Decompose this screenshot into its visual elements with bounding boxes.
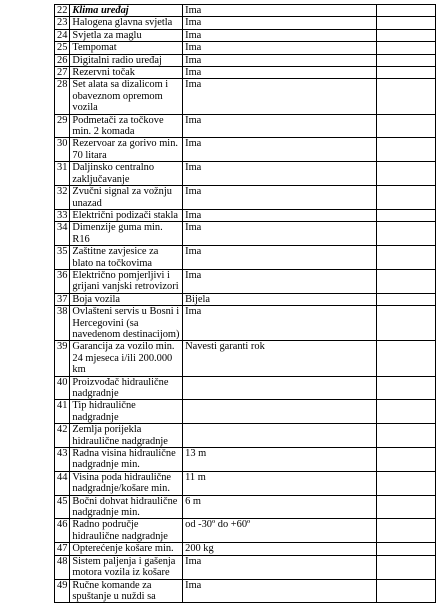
row-number: 40 — [55, 376, 70, 400]
empty-cell — [376, 495, 435, 519]
table-row — [55, 555, 436, 579]
item-description: Opterećenje košare min. — [70, 543, 183, 555]
item-description: Podmetači za točkove min. 2 komada — [70, 114, 183, 138]
empty-cell — [376, 222, 435, 246]
item-description: Tempomat — [70, 42, 183, 54]
item-value: Ima — [183, 17, 377, 29]
row-number: 36 — [55, 269, 70, 293]
row-number: 42 — [55, 424, 70, 448]
item-value — [183, 400, 377, 424]
item-description: Proizvođač hidraulične nadgradnje — [70, 376, 183, 400]
table-row — [55, 67, 436, 79]
item-description: Zaštitne zavjesice za blato na točkovima — [70, 246, 183, 270]
row-number: 29 — [55, 114, 70, 138]
item-value: Ima — [183, 186, 377, 210]
item-value: Ima — [183, 246, 377, 270]
empty-cell — [376, 114, 435, 138]
table-row — [55, 471, 436, 495]
item-value: Ima — [183, 54, 377, 66]
table-row — [55, 376, 436, 400]
item-value: 13 m — [183, 448, 377, 472]
table-row — [55, 400, 436, 424]
table-row — [55, 306, 436, 341]
row-number: 37 — [55, 293, 70, 305]
item-value: Ima — [183, 162, 377, 186]
row-number: 48 — [55, 555, 70, 579]
table-row — [55, 5, 436, 17]
item-value: Ima — [183, 67, 377, 79]
table-row — [55, 162, 436, 186]
row-number: 45 — [55, 495, 70, 519]
empty-cell — [376, 448, 435, 472]
row-number: 27 — [55, 67, 70, 79]
item-value: Ima — [183, 114, 377, 138]
row-number: 41 — [55, 400, 70, 424]
item-description: Rezervni točak — [70, 67, 183, 79]
item-description: Ručne komande za spuštanje u nuždi sa — [70, 579, 183, 603]
item-value: Ima — [183, 138, 377, 162]
empty-cell — [376, 246, 435, 270]
row-number: 38 — [55, 306, 70, 341]
empty-cell — [376, 42, 435, 54]
item-description: Sistem paljenja i gašenja motora vozila iz košare — [70, 555, 183, 579]
empty-cell — [376, 162, 435, 186]
empty-cell — [376, 269, 435, 293]
item-description: Tip hidraulične nadgradnje — [70, 400, 183, 424]
table-row — [55, 293, 436, 305]
empty-cell — [376, 306, 435, 341]
item-description: Digitalni radio uređaj — [70, 54, 183, 66]
item-value: od -30º do +60º — [183, 519, 377, 543]
empty-cell — [376, 209, 435, 221]
table-row — [55, 42, 436, 54]
item-description: Radna visina hidraulične nadgradnje min. — [70, 448, 183, 472]
item-description: Set alata sa dizalicom i obaveznom opremom vozila — [70, 79, 183, 114]
table-row — [55, 79, 436, 114]
row-number: 49 — [55, 579, 70, 603]
table-row — [55, 222, 436, 246]
item-value: Ima — [183, 42, 377, 54]
item-description: Visina poda hidraulične nadgradnje/košare min. — [70, 471, 183, 495]
row-number: 31 — [55, 162, 70, 186]
table-row — [55, 543, 436, 555]
table-row — [55, 341, 436, 376]
empty-cell — [376, 471, 435, 495]
specification-table-body — [55, 5, 436, 603]
table-row — [55, 519, 436, 543]
table-row — [55, 114, 436, 138]
row-number: 34 — [55, 222, 70, 246]
empty-cell — [376, 79, 435, 114]
empty-cell — [376, 543, 435, 555]
row-number: 46 — [55, 519, 70, 543]
row-number: 22 — [55, 5, 70, 17]
empty-cell — [376, 29, 435, 41]
item-value: Navesti garanti rok — [183, 341, 377, 376]
item-description: Ovlašteni servis u Bosni i Hercegovini (sa navedenom destinacijom) — [70, 306, 183, 341]
row-number: 44 — [55, 471, 70, 495]
table-row — [55, 246, 436, 270]
row-number: 24 — [55, 29, 70, 41]
row-number: 39 — [55, 341, 70, 376]
item-description: Radno područje hidraulične nadgradnje — [70, 519, 183, 543]
item-value: Ima — [183, 269, 377, 293]
empty-cell — [376, 186, 435, 210]
item-description: Svjetla za maglu — [70, 29, 183, 41]
item-description: Rezervoar za gorivo min. 70 litara — [70, 138, 183, 162]
empty-cell — [376, 138, 435, 162]
empty-cell — [376, 67, 435, 79]
item-value: Ima — [183, 222, 377, 246]
item-value: Ima — [183, 29, 377, 41]
item-description: Daljinsko centralno zaključavanje — [70, 162, 183, 186]
item-description: Električni podizači stakla — [70, 209, 183, 221]
empty-cell — [376, 400, 435, 424]
item-value: 6 m — [183, 495, 377, 519]
row-number: 33 — [55, 209, 70, 221]
empty-cell — [376, 5, 435, 17]
item-value: 200 kg — [183, 543, 377, 555]
item-description: Dimenzije guma min. R16 — [70, 222, 183, 246]
item-description: Zemlja porijekla hidraulične nadgradnje — [70, 424, 183, 448]
row-number: 43 — [55, 448, 70, 472]
row-number: 47 — [55, 543, 70, 555]
empty-cell — [376, 519, 435, 543]
row-number: 23 — [55, 17, 70, 29]
item-description: Električno pomjerljivi i grijani vanjski retrovizori — [70, 269, 183, 293]
item-value: Ima — [183, 579, 377, 603]
table-row — [55, 138, 436, 162]
specification-table — [54, 4, 436, 603]
empty-cell — [376, 54, 435, 66]
item-value — [183, 376, 377, 400]
table-row — [55, 424, 436, 448]
table-row — [55, 186, 436, 210]
item-description: Bočni dohvat hidraulične nadgradnje min. — [70, 495, 183, 519]
empty-cell — [376, 17, 435, 29]
item-value: Bijela — [183, 293, 377, 305]
table-row — [55, 448, 436, 472]
item-description: Boja vozila — [70, 293, 183, 305]
row-number: 26 — [55, 54, 70, 66]
item-description: Garancija za vozilo min. 24 mjeseca i/ili 200.000 km — [70, 341, 183, 376]
empty-cell — [376, 341, 435, 376]
table-row — [55, 579, 436, 603]
item-value: Ima — [183, 306, 377, 341]
table-row — [55, 269, 436, 293]
row-number: 25 — [55, 42, 70, 54]
table-row — [55, 495, 436, 519]
row-number: 32 — [55, 186, 70, 210]
item-description: Zvučni signal za vožnju unazad — [70, 186, 183, 210]
row-number: 28 — [55, 79, 70, 114]
empty-cell — [376, 424, 435, 448]
item-description: Halogena glavna svjetla — [70, 17, 183, 29]
item-value: Ima — [183, 209, 377, 221]
table-row — [55, 29, 436, 41]
item-value: 11 m — [183, 471, 377, 495]
item-value: Ima — [183, 79, 377, 114]
table-row — [55, 209, 436, 221]
table-row — [55, 54, 436, 66]
item-description: Klima uređaj — [70, 5, 183, 17]
item-value: Ima — [183, 555, 377, 579]
table-row — [55, 17, 436, 29]
row-number: 35 — [55, 246, 70, 270]
item-value — [183, 424, 377, 448]
item-value: Ima — [183, 5, 377, 17]
row-number: 30 — [55, 138, 70, 162]
empty-cell — [376, 555, 435, 579]
empty-cell — [376, 579, 435, 603]
empty-cell — [376, 293, 435, 305]
empty-cell — [376, 376, 435, 400]
